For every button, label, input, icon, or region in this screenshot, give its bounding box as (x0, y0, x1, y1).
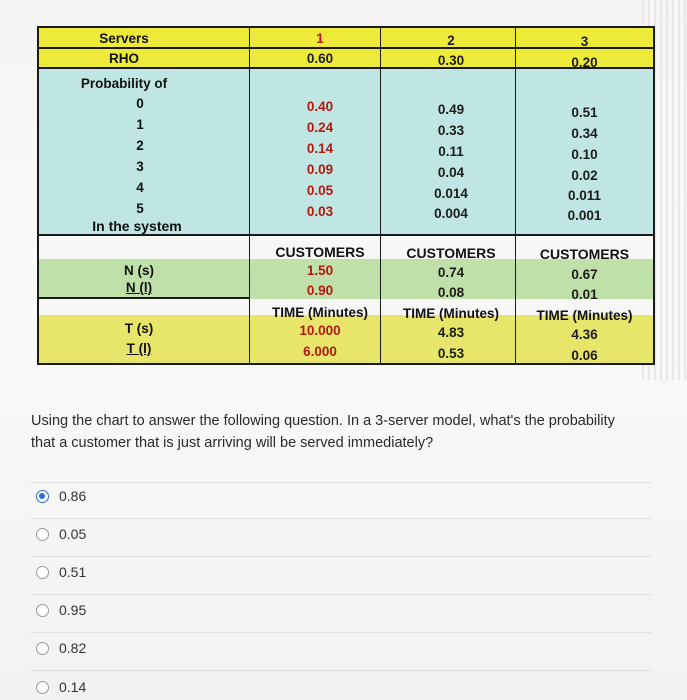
state-label: 1 (136, 117, 144, 132)
radio-unselected-icon[interactable] (36, 681, 49, 694)
rho-label: RHO (109, 51, 139, 66)
t-l-value: 6.000 (303, 344, 337, 359)
in-the-system-label: In the system (92, 218, 182, 234)
state-label: 5 (136, 201, 144, 216)
customers-label: CUSTOMERS (406, 245, 496, 261)
servers-label: Servers (99, 31, 149, 46)
t-s-label: T (s) (124, 321, 154, 336)
state-label: 0 (136, 96, 144, 111)
n-l-value: 0.01 (571, 287, 598, 302)
t-s-value: 10.000 (299, 323, 341, 338)
rho-value: 0.20 (571, 55, 598, 70)
answer-option[interactable] (36, 637, 86, 659)
servers-value: 2 (447, 33, 455, 48)
option-divider (31, 518, 651, 519)
state-label: 4 (136, 180, 144, 195)
time-label: TIME (Minutes) (272, 305, 368, 320)
t-s-value: 4.36 (571, 327, 598, 342)
rho-value: 0.30 (437, 53, 465, 68)
radio-unselected-icon[interactable] (36, 604, 49, 617)
radio-unselected-icon[interactable] (36, 642, 49, 655)
n-s-label: N (s) (124, 263, 154, 278)
prob-value: 0.14 (306, 141, 334, 156)
question-text: Using the chart to answer the following question. In a 3-server model, what's the probability that a customer that is just arriving will be served immediately? (31, 413, 615, 451)
servers-value: 1 (316, 31, 324, 46)
prob-value: 0.02 (571, 168, 598, 183)
queue-model-table (37, 26, 655, 365)
prob-value: 0.011 (567, 188, 602, 203)
label-column (39, 28, 249, 363)
option-label: 0.14 (59, 679, 87, 695)
customers-label: CUSTOMERS (275, 244, 365, 260)
n-l-label: N (l) (125, 280, 153, 295)
n-l-value: 0.08 (437, 285, 465, 300)
probability-of-label: Probability of (80, 76, 168, 91)
prob-value: 0.34 (571, 126, 598, 141)
customers-label: CUSTOMERS (539, 246, 630, 262)
prob-value: 0.04 (437, 165, 465, 180)
option-label: 0.82 (59, 640, 87, 656)
option-divider (31, 670, 651, 671)
server-3-column (515, 28, 653, 363)
option-label: 0.51 (59, 564, 87, 580)
servers-value: 3 (580, 34, 589, 49)
prob-value: 0.004 (434, 206, 468, 221)
state-label: 3 (136, 159, 144, 174)
time-label: TIME (Minutes) (536, 308, 633, 323)
answer-option[interactable] (36, 523, 86, 545)
option-divider (31, 556, 651, 557)
answer-option[interactable] (36, 599, 86, 621)
t-l-value: 0.53 (437, 346, 465, 361)
n-l-value: 0.90 (306, 283, 334, 298)
n-s-value: 1.50 (306, 263, 334, 278)
prob-value: 0.24 (306, 120, 334, 135)
n-s-value: 0.74 (437, 265, 465, 280)
option-divider (31, 482, 651, 483)
prob-value: 0.014 (434, 186, 468, 201)
radio-unselected-icon[interactable] (36, 528, 49, 541)
server-2-column (380, 28, 515, 363)
prob-value: 0.03 (306, 204, 334, 219)
t-l-value: 0.06 (571, 348, 598, 363)
prob-value: 0.49 (437, 102, 465, 117)
option-label: 0.95 (59, 602, 87, 618)
server-1-column (249, 28, 380, 363)
radio-selected-icon[interactable] (36, 490, 49, 503)
answer-option[interactable] (36, 676, 86, 698)
t-l-label: T (l) (126, 341, 152, 356)
t-s-value: 4.83 (437, 325, 465, 340)
n-s-value: 0.67 (571, 267, 598, 282)
option-label: 0.05 (59, 526, 87, 542)
state-label: 2 (136, 138, 144, 153)
option-divider (31, 594, 651, 595)
option-divider (31, 632, 651, 633)
time-label: TIME (Minutes) (403, 306, 499, 321)
prob-value: 0.10 (571, 147, 598, 162)
answer-option[interactable] (36, 485, 86, 507)
prob-value: 0.09 (306, 162, 334, 177)
prob-value: 0.05 (306, 183, 334, 198)
answer-option[interactable] (36, 561, 86, 583)
option-label: 0.86 (59, 488, 87, 504)
prob-value: 0.11 (438, 144, 464, 159)
prob-value: 0.001 (567, 208, 602, 223)
prob-value: 0.33 (437, 123, 465, 138)
prob-value: 0.40 (306, 99, 334, 114)
radio-unselected-icon[interactable] (36, 566, 49, 579)
prob-value: 0.51 (571, 105, 598, 120)
rho-value: 0.60 (306, 51, 334, 66)
